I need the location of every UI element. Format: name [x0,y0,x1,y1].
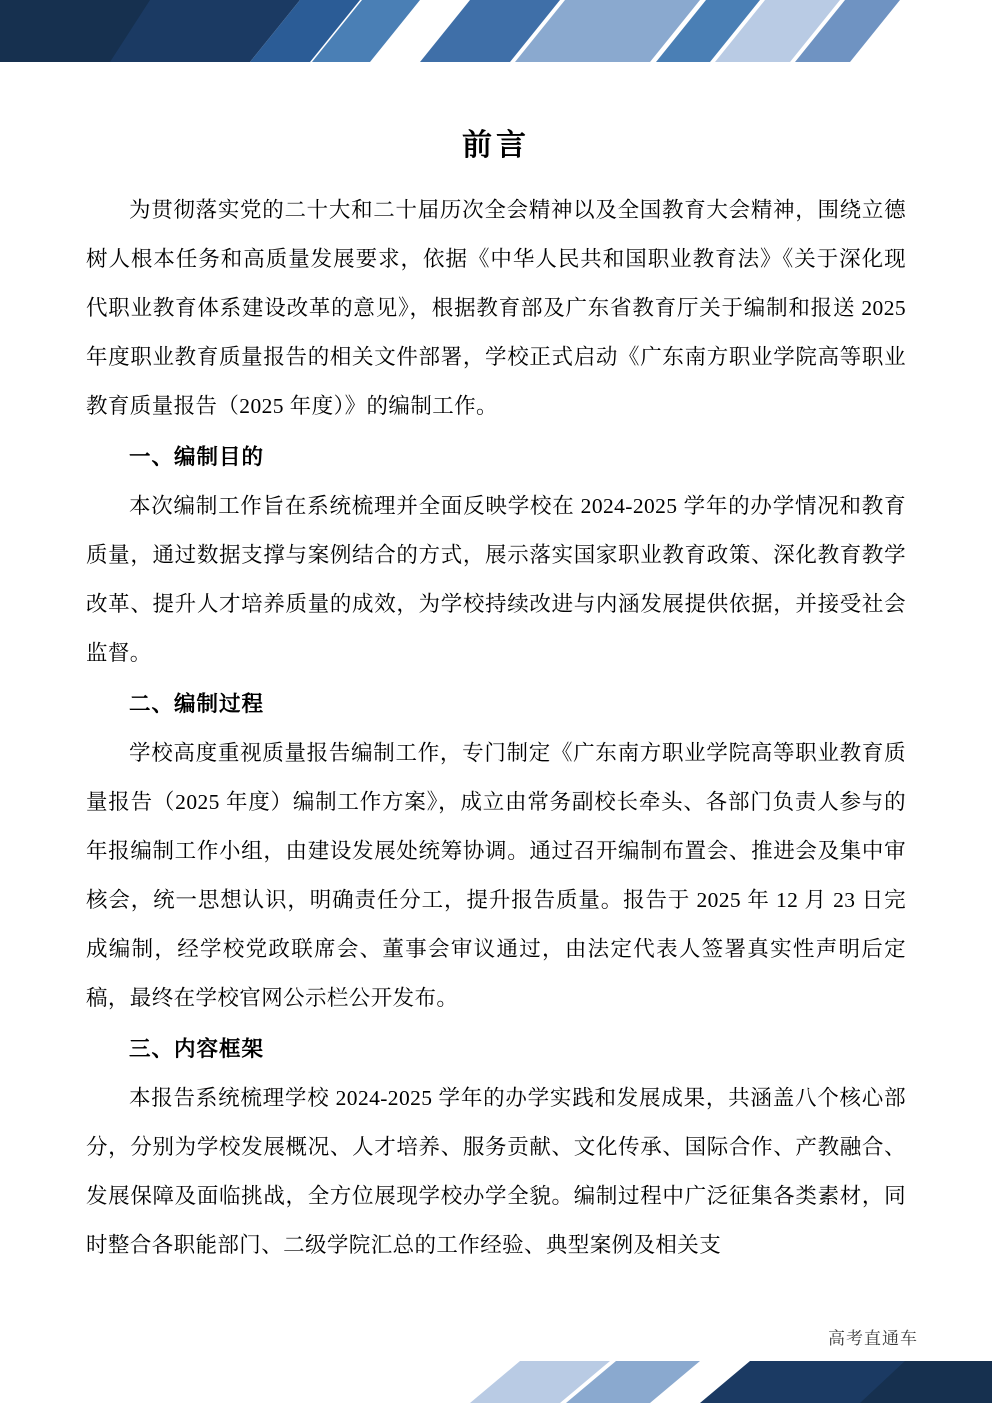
top-decorative-banner [0,0,992,62]
paragraph-content-framework: 本报告系统梳理学校 2024-2025 学年的办学实践和发展成果，共涵盖八个核心部分，分别为学校发展概况、人才培养、服务贡献、文化传承、国际合作、产教融合、发展保障及面临挑战，全方位展现学校办学全貌。编制过程中广泛征集各类素材，同时整合各职能部门、二级学院汇总的工作经验、典型案例及相关支 [86,1086,906,1257]
heading-compilation-purpose: 一、编制目的 [129,445,265,470]
bottom-banner-graphic [0,1361,992,1403]
paragraph-compilation-process: 学校高度重视质量报告编制工作，专门制定《广东南方职业学院高等职业教育质量报告（2025 年度）编制工作方案》，成立由常务副校长牵头、各部门负责人参与的年报编制工作小组，由建设发展处统筹协调。通过召开编制布置会、推进会及集中审核会，统一思想认识，明确责任分工，提升报告质量。报告于 2025 年 12 月 23 日完成编制，经学校党政联席会、董事会审议通过，由法定代表人签署真实性声明后定稿，最终在学校官网公示栏公开发布。 [86,741,906,1010]
paragraph-intro: 为贯彻落实党的二十大和二十届历次全会精神以及全国教育大会精神，围绕立德树人根本任务和高质量发展要求，依据《中华人民共和国职业教育法》《关于深化现代职业教育体系建设改革的意见》，根据教育部及广东省教育厅关于编制和报送 2025 年度职业教育质量报告的相关文件部署，学校正式启动《广东南方职业学院高等职业教育质量报告（2025 年度）》的编制工作。 [86,198,906,418]
watermark-label: 高考直通车 [828,1329,918,1349]
heading-content-framework: 三、内容框架 [129,1037,265,1062]
top-banner-graphic [0,0,992,62]
page-title: 前言 [462,128,530,163]
paragraph-compilation-purpose: 本次编制工作旨在系统梳理并全面反映学校在 2024-2025 学年的办学情况和教育质量，通过数据支撑与案例结合的方式，展示落实国家职业教育政策、深化教育教学改革、提升人才培养质量的成效，为学校持续改进与内涵发展提供依据，并接受社会监督。 [86,494,906,665]
document-page [0,62,992,1361]
heading-compilation-process: 二、编制过程 [129,692,265,717]
bottom-decorative-banner [0,1361,992,1403]
